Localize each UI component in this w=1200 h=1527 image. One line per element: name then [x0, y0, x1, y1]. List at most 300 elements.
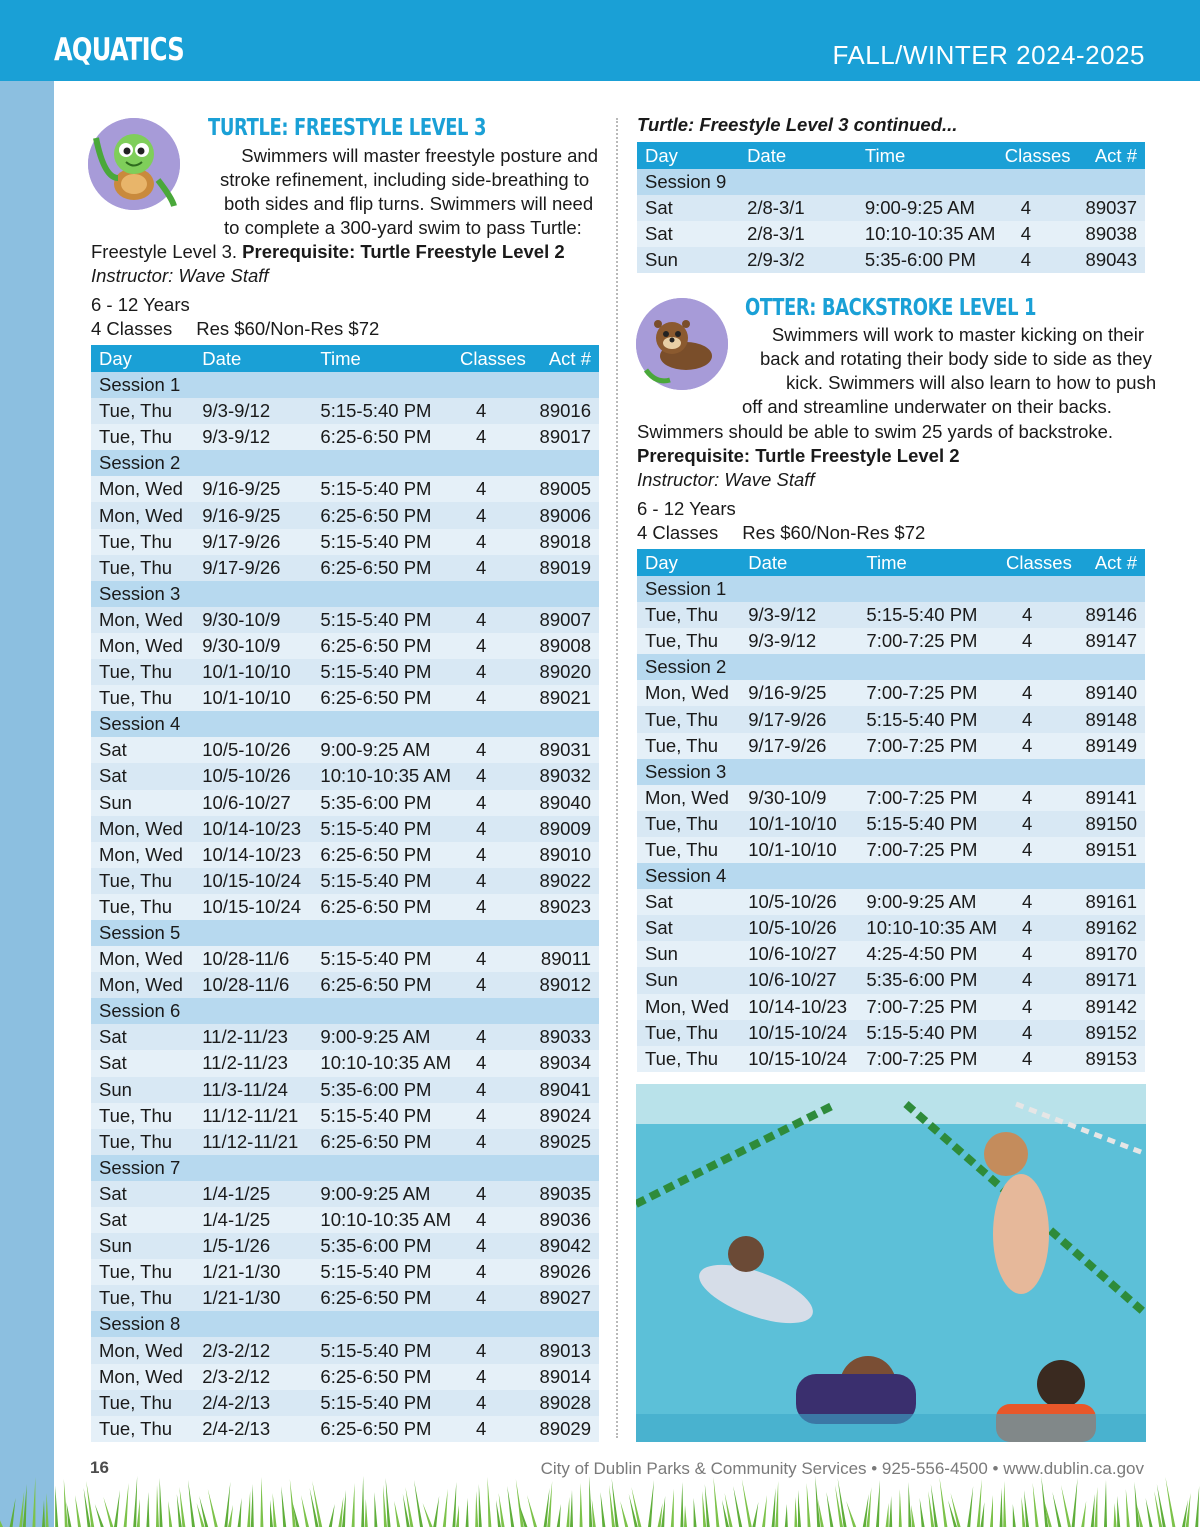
cell-time: 7:00-7:25 PM: [858, 628, 998, 654]
cell-time: 6:25-6:50 PM: [312, 502, 452, 528]
cell-act: 89014: [526, 1364, 599, 1390]
cell-classes: 4: [452, 1416, 526, 1442]
cell-classes: 4: [452, 685, 526, 711]
cell-date: 9/3-9/12: [740, 602, 858, 628]
cell-time: 6:25-6:50 PM: [312, 894, 452, 920]
session-row: [637, 759, 1145, 785]
side-strip: [0, 81, 54, 1527]
cell-act: 89008: [526, 633, 599, 659]
col-classes: Classes: [452, 345, 526, 372]
cell-classes: 4: [998, 967, 1072, 993]
table-row: [637, 1020, 1145, 1046]
cell-act: 89006: [526, 502, 599, 528]
col-date: Date: [740, 549, 858, 576]
cell-date: 10/15-10/24: [194, 868, 312, 894]
table-row: [91, 868, 599, 894]
cell-date: 10/14-10/23: [194, 816, 312, 842]
cell-classes: 4: [998, 785, 1072, 811]
table-row: [91, 972, 599, 998]
session-label: Session 9: [637, 169, 1145, 195]
cell-day: Mon, Wed: [91, 502, 194, 528]
session-row: [91, 581, 599, 607]
table-row: [91, 398, 599, 424]
col-date: Date: [194, 345, 312, 372]
turtle-continued-title: Turtle: Freestyle Level 3 continued...: [637, 114, 958, 135]
cell-act: 89141: [1072, 785, 1145, 811]
cell-act: 89146: [1072, 602, 1145, 628]
cell-time: 6:25-6:50 PM: [312, 1129, 452, 1155]
cell-time: 9:00-9:25 AM: [312, 1024, 452, 1050]
cell-date: 10/5-10/26: [740, 889, 858, 915]
cell-act: 89151: [1072, 837, 1145, 863]
cell-day: Sat: [637, 889, 740, 915]
cell-act: 89148: [1072, 706, 1145, 732]
cell-date: 9/30-10/9: [194, 633, 312, 659]
cell-time: 9:00-9:25 AM: [312, 1181, 452, 1207]
pool-photo: [636, 1084, 1146, 1442]
table-row: [637, 785, 1145, 811]
cell-time: 9:00-9:25 AM: [858, 889, 998, 915]
session-label: Session 7: [91, 1155, 599, 1181]
cell-time: 5:15-5:40 PM: [858, 811, 998, 837]
table-row: [91, 529, 599, 555]
cell-day: Tue, Thu: [91, 1259, 194, 1285]
cell-time: 4:25-4:50 PM: [858, 941, 998, 967]
cell-day: Sun: [91, 1233, 194, 1259]
cell-day: Mon, Wed: [91, 633, 194, 659]
otter-prerequisite: Prerequisite: Turtle Freestyle Level 2: [637, 445, 960, 467]
session-label: Session 3: [637, 759, 1145, 785]
session-row: [637, 169, 1145, 195]
cell-time: 5:15-5:40 PM: [312, 1337, 452, 1363]
cell-date: 10/1-10/10: [740, 811, 858, 837]
table-row: [637, 967, 1145, 993]
cell-classes: 4: [452, 1285, 526, 1311]
session-row: [91, 1155, 599, 1181]
cell-time: 5:15-5:40 PM: [858, 1020, 998, 1046]
turtle-schedule-table: [91, 345, 599, 1442]
session-row: [91, 372, 599, 398]
cell-day: Tue, Thu: [91, 685, 194, 711]
cell-act: 89170: [1072, 941, 1145, 967]
cell-time: 5:35-6:00 PM: [857, 247, 997, 273]
cell-date: 10/6-10/27: [194, 790, 312, 816]
table-row: [637, 221, 1145, 247]
cell-time: 7:00-7:25 PM: [858, 680, 998, 706]
cell-act: 89013: [526, 1337, 599, 1363]
col-time: Time: [858, 549, 998, 576]
cell-time: 10:10-10:35 AM: [312, 763, 452, 789]
table-row: [91, 946, 599, 972]
cell-day: Sun: [637, 247, 739, 273]
cell-day: Sat: [91, 1207, 194, 1233]
cell-date: 9/17-9/26: [740, 733, 858, 759]
cell-act: 89032: [526, 763, 599, 789]
table-row: [637, 837, 1145, 863]
cell-date: 2/4-2/13: [194, 1416, 312, 1442]
cell-act: 89153: [1072, 1046, 1145, 1072]
cell-classes: 4: [452, 555, 526, 581]
cell-day: Mon, Wed: [91, 1364, 194, 1390]
cell-act: 89161: [1072, 889, 1145, 915]
cell-time: 5:15-5:40 PM: [312, 659, 452, 685]
cell-act: 89035: [526, 1181, 599, 1207]
cell-classes: 4: [452, 842, 526, 868]
cell-time: 5:15-5:40 PM: [312, 1390, 452, 1416]
cell-time: 6:25-6:50 PM: [312, 633, 452, 659]
turtle-desc-line: stroke refinement, including side-breathing to: [220, 169, 590, 190]
cell-act: 89025: [526, 1129, 599, 1155]
col-act: Act #: [1071, 142, 1145, 169]
cell-classes: 4: [998, 837, 1072, 863]
cell-date: 10/5-10/26: [740, 915, 858, 941]
session-label: Session 4: [91, 711, 599, 737]
cell-act: 89022: [526, 868, 599, 894]
cell-time: 9:00-9:25 AM: [312, 737, 452, 763]
cell-date: 9/3-9/12: [194, 424, 312, 450]
cell-act: 89031: [526, 737, 599, 763]
otter-desc-line: back and rotating their body side to side as they: [760, 348, 1152, 369]
turtle-desc-line: both sides and flip turns. Swimmers will need: [224, 193, 594, 214]
cell-time: 6:25-6:50 PM: [312, 1364, 452, 1390]
turtle-instructor: Instructor: Wave Staff: [91, 265, 269, 287]
cell-day: Tue, Thu: [91, 555, 194, 581]
cell-act: 89036: [526, 1207, 599, 1233]
cell-day: Tue, Thu: [637, 628, 740, 654]
table-row: [91, 1077, 599, 1103]
table-row: [91, 659, 599, 685]
session-label: Session 2: [637, 654, 1145, 680]
cell-date: 10/14-10/23: [740, 994, 858, 1020]
cell-day: Tue, Thu: [91, 1285, 194, 1311]
cell-day: Tue, Thu: [91, 529, 194, 555]
cell-day: Tue, Thu: [91, 1390, 194, 1416]
turtle-description-3: [224, 192, 598, 216]
cell-act: 89018: [526, 529, 599, 555]
turtle-desc-last: Freestyle Level 3.: [91, 241, 238, 262]
cell-date: 10/14-10/23: [194, 842, 312, 868]
cell-day: Sun: [637, 941, 740, 967]
turtle-fee: Res $60/Non-Res $72: [196, 318, 380, 339]
cell-act: 89028: [526, 1390, 599, 1416]
otter-desc-line: kick. Swimmers will also learn to how to push: [786, 372, 1157, 393]
session-row: [91, 920, 599, 946]
cell-day: Tue, Thu: [91, 1129, 194, 1155]
cell-time: 10:10-10:35 AM: [857, 221, 997, 247]
cell-act: 89147: [1072, 628, 1145, 654]
cell-date: 11/12-11/21: [194, 1129, 312, 1155]
cell-act: 89037: [1071, 195, 1145, 221]
cell-day: Tue, Thu: [637, 1020, 740, 1046]
cell-time: 6:25-6:50 PM: [312, 842, 452, 868]
cell-day: Mon, Wed: [91, 842, 194, 868]
cell-day: Sat: [637, 221, 739, 247]
cell-day: Tue, Thu: [91, 894, 194, 920]
otter-desc-line: Swimmers will work to master kicking on their: [771, 324, 1144, 345]
cell-act: 89041: [526, 1077, 599, 1103]
otter-fee: Res $60/Non-Res $72: [742, 522, 926, 543]
cell-day: Sat: [91, 1050, 194, 1076]
cell-time: 10:10-10:35 AM: [312, 1050, 452, 1076]
turtle-mascot-icon: [88, 118, 180, 210]
cell-day: Mon, Wed: [91, 816, 194, 842]
col-time: Time: [857, 142, 997, 169]
cell-day: Mon, Wed: [91, 946, 194, 972]
cell-date: 10/5-10/26: [194, 763, 312, 789]
cell-day: Sat: [637, 915, 740, 941]
cell-classes: 4: [998, 1046, 1072, 1072]
session-label: Session 1: [637, 576, 1145, 602]
cell-time: 6:25-6:50 PM: [312, 972, 452, 998]
grass-decoration: [0, 1470, 1200, 1527]
cell-date: 1/4-1/25: [194, 1181, 312, 1207]
cell-day: Mon, Wed: [91, 607, 194, 633]
cell-day: Tue, Thu: [91, 1103, 194, 1129]
cell-classes: 4: [452, 1103, 526, 1129]
cell-day: Tue, Thu: [637, 837, 740, 863]
cell-classes: 4: [452, 607, 526, 633]
table-row: [91, 1050, 599, 1076]
col-day: Day: [637, 142, 739, 169]
cell-classes: 4: [452, 1364, 526, 1390]
table-row: [637, 733, 1145, 759]
cell-classes: 4: [452, 763, 526, 789]
session-label: Session 1: [91, 372, 599, 398]
cell-date: 9/3-9/12: [194, 398, 312, 424]
cell-act: 89034: [526, 1050, 599, 1076]
cell-time: 5:15-5:40 PM: [858, 706, 998, 732]
cell-time: 5:15-5:40 PM: [312, 529, 452, 555]
cell-day: Sat: [91, 737, 194, 763]
turtle-class-count: 4 Classes: [91, 318, 173, 339]
turtle-desc-line: to complete a 300-yard swim to pass Turtle:: [224, 217, 582, 238]
table-row: [637, 195, 1145, 221]
cell-classes: 4: [998, 628, 1072, 654]
col-act: Act #: [1072, 549, 1145, 576]
table-row: [637, 915, 1145, 941]
cell-time: 5:35-6:00 PM: [312, 1233, 452, 1259]
cell-time: 5:15-5:40 PM: [312, 816, 452, 842]
cell-time: 5:15-5:40 PM: [312, 607, 452, 633]
cell-classes: 4: [452, 529, 526, 555]
table-row: [91, 1337, 599, 1363]
column-divider: [616, 118, 618, 1438]
cell-date: 10/15-10/24: [194, 894, 312, 920]
cell-time: 5:15-5:40 PM: [312, 476, 452, 502]
cell-time: 6:25-6:50 PM: [312, 1285, 452, 1311]
cell-time: 7:00-7:25 PM: [858, 994, 998, 1020]
cell-date: 2/3-2/12: [194, 1337, 312, 1363]
cell-date: 11/2-11/23: [194, 1050, 312, 1076]
cell-date: 9/17-9/26: [194, 529, 312, 555]
cell-date: 10/6-10/27: [740, 941, 858, 967]
otter-schedule-table: [637, 549, 1145, 1072]
page-number: 16: [90, 1458, 109, 1477]
cell-act: 89009: [526, 816, 599, 842]
cell-date: 10/6-10/27: [740, 967, 858, 993]
table-row: [91, 476, 599, 502]
cell-classes: 4: [998, 706, 1072, 732]
cell-classes: 4: [452, 1207, 526, 1233]
cell-classes: 4: [452, 502, 526, 528]
cell-classes: 4: [452, 1233, 526, 1259]
cell-classes: 4: [452, 894, 526, 920]
table-row: [91, 1416, 599, 1442]
table-row: [91, 816, 599, 842]
cell-time: 7:00-7:25 PM: [858, 785, 998, 811]
table-row: [91, 555, 599, 581]
cell-classes: 4: [452, 1337, 526, 1363]
cell-day: Mon, Wed: [91, 1337, 194, 1363]
cell-act: 89043: [1071, 247, 1145, 273]
table-row: [637, 994, 1145, 1020]
session-label: Session 8: [91, 1311, 599, 1337]
col-classes: Classes: [998, 549, 1072, 576]
cell-date: 9/17-9/26: [740, 706, 858, 732]
table-header: [637, 142, 1145, 169]
cell-classes: 4: [997, 221, 1071, 247]
cell-date: 2/4-2/13: [194, 1390, 312, 1416]
cell-act: 89019: [526, 555, 599, 581]
cell-date: 10/28-11/6: [194, 972, 312, 998]
cell-act: 89021: [526, 685, 599, 711]
table-header: [637, 549, 1145, 576]
otter-ages: 6 - 12 Years: [637, 498, 736, 519]
table-row: [91, 790, 599, 816]
turtle-description-5: [91, 240, 601, 288]
col-day: Day: [637, 549, 740, 576]
cell-day: Sun: [91, 790, 194, 816]
cell-day: Tue, Thu: [91, 868, 194, 894]
cell-act: 89150: [1072, 811, 1145, 837]
cell-classes: 4: [452, 633, 526, 659]
col-classes: Classes: [997, 142, 1071, 169]
cell-classes: 4: [998, 602, 1072, 628]
cell-date: 9/3-9/12: [740, 628, 858, 654]
cell-time: 10:10-10:35 AM: [312, 1207, 452, 1233]
cell-time: 6:25-6:50 PM: [312, 555, 452, 581]
cell-time: 5:15-5:40 PM: [312, 398, 452, 424]
cell-day: Tue, Thu: [91, 398, 194, 424]
session-row: [91, 450, 599, 476]
cell-date: 10/15-10/24: [740, 1020, 858, 1046]
cell-classes: 4: [452, 737, 526, 763]
cell-act: 89029: [526, 1416, 599, 1442]
cell-date: 1/5-1/26: [194, 1233, 312, 1259]
table-row: [91, 502, 599, 528]
cell-day: Tue, Thu: [637, 706, 740, 732]
session-row: [91, 1311, 599, 1337]
table-row: [637, 628, 1145, 654]
table-row: [91, 1285, 599, 1311]
session-row: [637, 863, 1145, 889]
cell-classes: 4: [452, 424, 526, 450]
table-row: [91, 894, 599, 920]
cell-day: Sun: [637, 967, 740, 993]
table-row: [91, 842, 599, 868]
session-label: Session 6: [91, 998, 599, 1024]
cell-act: 89010: [526, 842, 599, 868]
otter-desc-line: off and streamline underwater on their backs.: [742, 396, 1112, 417]
session-row: [637, 654, 1145, 680]
cell-classes: 4: [452, 972, 526, 998]
col-date: Date: [739, 142, 857, 169]
session-row: [91, 998, 599, 1024]
cell-date: 2/8-3/1: [739, 195, 857, 221]
season-label: FALL/WINTER 2024-2025: [832, 40, 1145, 70]
col-time: Time: [312, 345, 452, 372]
cell-date: 10/5-10/26: [194, 737, 312, 763]
table-row: [91, 424, 599, 450]
table-row: [637, 680, 1145, 706]
cell-act: 89171: [1072, 967, 1145, 993]
table-row: [91, 1181, 599, 1207]
otter-instructor: Instructor: Wave Staff: [637, 469, 815, 491]
cell-classes: 4: [997, 195, 1071, 221]
cell-classes: 4: [998, 1020, 1072, 1046]
section-title: AQUATICS: [54, 32, 184, 68]
cell-day: Sat: [91, 1181, 194, 1207]
session-label: Session 3: [91, 581, 599, 607]
cell-act: 89149: [1072, 733, 1145, 759]
cell-classes: 4: [998, 733, 1072, 759]
cell-time: 5:35-6:00 PM: [312, 1077, 452, 1103]
table-row: [637, 1046, 1145, 1072]
cell-date: 10/1-10/10: [740, 837, 858, 863]
cell-act: 89020: [526, 659, 599, 685]
cell-classes: 4: [452, 1024, 526, 1050]
table-row: [637, 247, 1145, 273]
cell-day: Sat: [91, 1024, 194, 1050]
otter-mascot-icon: [636, 298, 728, 390]
otter-meta: [637, 497, 925, 545]
table-row: [91, 1259, 599, 1285]
cell-day: Tue, Thu: [91, 1416, 194, 1442]
cell-date: 9/30-10/9: [194, 607, 312, 633]
turtle-desc-line: Swimmers will master freestyle posture and: [241, 145, 598, 166]
table-row: [91, 1024, 599, 1050]
otter-course-title: OTTER: BACKSTROKE LEVEL 1: [745, 295, 1037, 321]
cell-classes: 4: [998, 889, 1072, 915]
cell-act: 89012: [526, 972, 599, 998]
table-row: [637, 706, 1145, 732]
turtle-course-title: TURTLE: FREESTYLE LEVEL 3: [208, 115, 487, 141]
cell-classes: 4: [998, 994, 1072, 1020]
cell-act: 89007: [526, 607, 599, 633]
cell-date: 9/16-9/25: [194, 476, 312, 502]
cell-day: Tue, Thu: [637, 733, 740, 759]
otter-description-4: [742, 395, 1144, 419]
cell-act: 89142: [1072, 994, 1145, 1020]
cell-date: 11/3-11/24: [194, 1077, 312, 1103]
table-row: [91, 1390, 599, 1416]
col-act: Act #: [526, 345, 599, 372]
footer-contact: City of Dublin Parks & Community Services • 925-556-4500 • www.dublin.ca.gov: [540, 1459, 1144, 1478]
cell-day: Mon, Wed: [637, 785, 740, 811]
table-row: [637, 811, 1145, 837]
cell-act: 89005: [526, 476, 599, 502]
cell-act: 89038: [1071, 221, 1145, 247]
cell-act: 89027: [526, 1285, 599, 1311]
cell-act: 89140: [1072, 680, 1145, 706]
cell-date: 2/3-2/12: [194, 1364, 312, 1390]
session-label: Session 2: [91, 450, 599, 476]
cell-date: 1/21-1/30: [194, 1259, 312, 1285]
otter-description: [756, 323, 1144, 347]
cell-day: Sun: [91, 1077, 194, 1103]
cell-date: 2/9-3/2: [739, 247, 857, 273]
table-row: [91, 633, 599, 659]
